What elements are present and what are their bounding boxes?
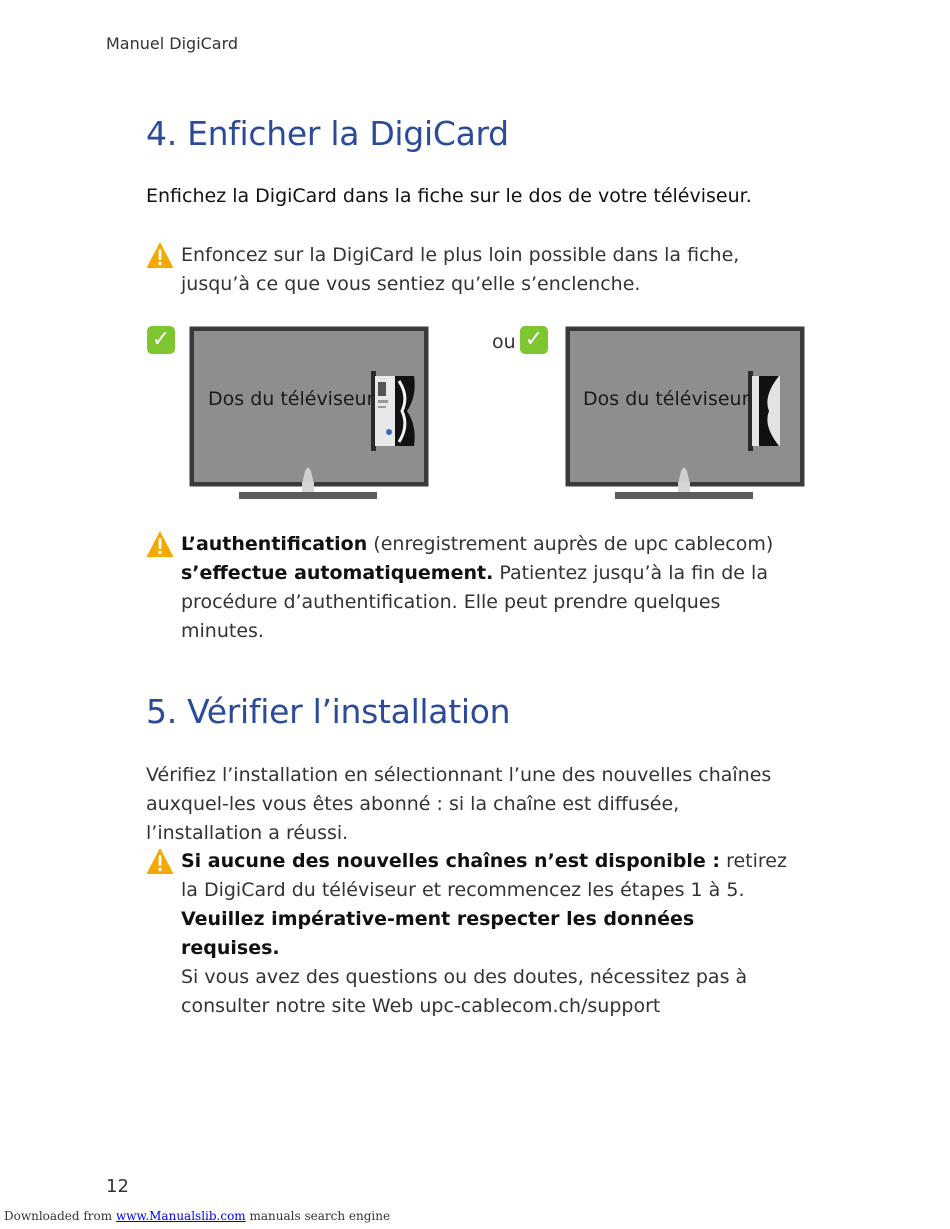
support-note: Si vous avez des questions ou des doutes, nécessitez pas à consulter notre site Web upc-cablecom.ch/support — [181, 966, 748, 1017]
checkmark-icon: ✓ — [520, 326, 548, 354]
warning-icon — [146, 847, 174, 875]
download-footer — [4, 1209, 390, 1223]
warning-text-authentication — [181, 530, 791, 646]
warning-icon — [146, 241, 174, 269]
tv-back-illustration-right — [565, 326, 805, 501]
authentication-text-2: Patientez jusqu’à la fin de la procédure d’authentification. Elle peut prendre quelques minutes. — [181, 562, 768, 642]
document-header: Manuel DigiCard — [106, 34, 239, 53]
tv-label-right: Dos du téléviseur — [583, 388, 750, 410]
or-separator: ou — [492, 331, 516, 353]
tv-back-illustration-left — [189, 326, 429, 501]
page-number: 12 — [106, 1176, 129, 1197]
section-5-title: 5. Vérifier l’installation — [146, 692, 511, 731]
authentication-text-1: (enregistrement auprès de upc cablecom) — [367, 533, 774, 555]
no-channels-requirement: Veuillez impérative-ment respecter les données requises. — [181, 908, 695, 959]
section-5-intro: Vérifiez l’installation en sélectionnant l’une des nouvelles chaînes auxquel-les vous êtes abonné : si la chaîne est diffusée, l’installation a réussi. — [146, 764, 772, 844]
authentication-term: L’authentification — [181, 533, 368, 555]
warning-text-no-channels — [181, 847, 791, 963]
authentication-automatic: s’effectue automatiquement. — [181, 562, 494, 584]
section-4-title: 4. Enficher la DigiCard — [146, 114, 509, 153]
checkmark-icon: ✓ — [147, 326, 175, 354]
tv-label-left: Dos du téléviseur — [208, 388, 375, 410]
warning-icon — [146, 530, 174, 558]
no-channels-instruction: retirez la DigiCard du téléviseur et recommencez les étapes 1 à 5. — [181, 850, 787, 901]
no-channels-condition: Si aucune des nouvelles chaînes n’est disponible : — [181, 850, 721, 872]
warning-text-insert: Enfoncez sur la DigiCard le plus loin possible dans la fiche, jusqu’à ce que vous sentiez qu’elle s’enclenche. — [181, 244, 740, 295]
footer-suffix: manuals search engine — [245, 1209, 391, 1223]
footer-prefix: Downloaded from — [4, 1209, 116, 1223]
manualslib-link[interactable]: www.Manualslib.com — [115, 1209, 246, 1223]
section-4-lead: Enfichez la DigiCard dans la fiche sur le dos de votre téléviseur. — [146, 185, 752, 207]
